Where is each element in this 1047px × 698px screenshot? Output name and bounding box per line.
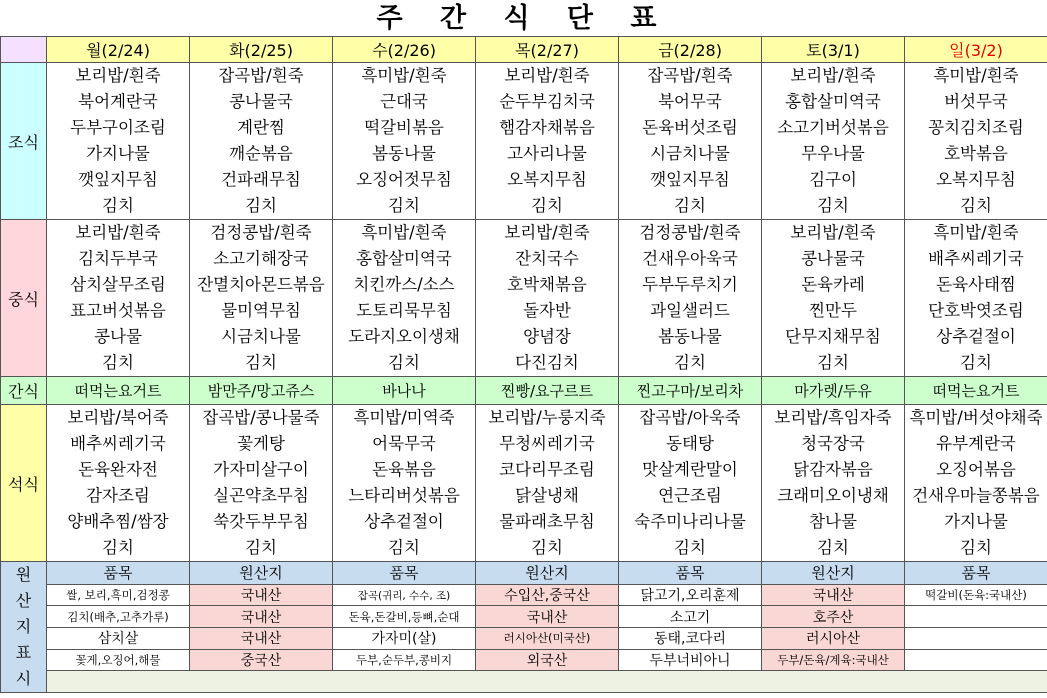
menu-cell [47,405,190,562]
origin-cell: 잡곡(귀리, 수수, 조) [333,584,476,606]
menu-item: 김치 [388,538,420,557]
menu-item: 잔멸치아몬드볶음 [197,275,325,294]
snack-cell: 바나나 [333,377,476,405]
menu-cell [47,220,190,377]
origin-row [1,606,1047,628]
menu-item: 흑미밥/흰죽 [933,223,1019,242]
menu-item: 단호박엿조림 [928,301,1024,320]
menu-item: 청국장국 [801,434,865,453]
day-header: 토(3/1) [762,37,905,63]
snack-label: 간식 [1,377,47,405]
menu-item: 김치 [674,353,706,372]
menu-cell [190,220,333,377]
origin-cell: 수입산,중국산 [476,584,619,606]
lunch-label: 중식 [1,220,47,377]
menu-item: 쑥갓두부무침 [213,512,309,531]
origin-cell: 두부,순두부,콩비지 [333,649,476,671]
day-header: 월(2/24) [47,37,190,63]
origin-label-char: 표 [15,643,32,662]
origin-cell: 떡갈비(돈육:국내산) [905,584,1047,606]
menu-cell [619,220,762,377]
menu-item: 가자미살구이 [213,460,309,479]
day-header: 수(2/26) [333,37,476,63]
menu-item: 오징어볶음 [936,460,1016,479]
menu-item: 깻잎지무침 [650,170,730,189]
origin-cell: 외국산 [476,649,619,671]
menu-item: 보리밥/누룽지죽 [488,408,606,427]
menu-item: 김치 [245,196,277,215]
menu-item: 순두부김치국 [499,92,595,111]
menu-item: 잡곡밥/흰죽 [218,66,304,85]
origin-cell: 국내산 [190,628,333,650]
menu-item: 양배추찜/쌈장 [67,512,169,531]
menu-item: 김치 [245,538,277,557]
origin-cell [905,649,1047,671]
menu-item: 계란찜 [237,118,285,137]
menu-item: 콩나물 [94,327,142,346]
menu-item: 닭살냉채 [515,486,579,505]
menu-item: 동태탕 [666,434,714,453]
menu-item: 홍합살미역국 [785,92,881,111]
origin-cell: 중국산 [190,649,333,671]
menu-cell [333,220,476,377]
menu-item: 코다리무조림 [499,460,595,479]
origin-label-char: 시 [15,669,32,688]
menu-item: 두부구이조림 [70,118,166,137]
menu-item: 무우나물 [801,144,865,163]
origin-header: 원산지 [762,562,905,585]
menu-item: 북어계란국 [78,92,158,111]
menu-item: 홍합살미역국 [356,249,452,268]
menu-item: 크래미오이냉채 [777,486,889,505]
menu-item: 양념장 [523,327,571,346]
menu-item: 과일샐러드 [650,301,730,320]
menu-item: 오복지무침 [507,170,587,189]
origin-header: 품목 [905,562,1047,585]
menu-item: 물파래초무침 [499,512,595,531]
snack-row [1,377,1047,405]
menu-item: 다진김치 [515,353,579,372]
menu-item: 고사리나물 [507,144,587,163]
menu-item: 어묵무국 [372,434,436,453]
origin-header: 품목 [333,562,476,585]
menu-item: 가지나물 [944,512,1008,531]
origin-cell: 쌀, 보리,흑미,검정콩 [47,584,190,606]
menu-cell [762,405,905,562]
menu-item: 배추씨레기국 [928,249,1024,268]
menu-item: 김치 [817,353,849,372]
origin-cell: 호주산 [762,606,905,628]
menu-cell [619,63,762,220]
menu-item: 보리밥/흰죽 [504,66,590,85]
menu-item: 도라지오이생채 [348,327,460,346]
menu-item: 김치 [388,196,420,215]
origin-footer-row [1,671,1047,693]
menu-item: 김치 [817,538,849,557]
origin-cell [905,606,1047,628]
menu-item: 잡곡밥/아욱죽 [639,408,741,427]
menu-cell [333,405,476,562]
origin-cell: 두부/돈육/계육:국내산 [762,649,905,671]
menu-item: 표고버섯볶음 [70,301,166,320]
origin-label-char: 원 [15,565,32,584]
menu-item: 김치 [102,353,134,372]
menu-item: 근대국 [380,92,428,111]
snack-cell: 찐고구마/보리차 [619,377,762,405]
menu-item: 검정콩밥/흰죽 [210,223,312,242]
origin-cell: 러시아산 [762,628,905,650]
menu-cell [905,405,1047,562]
origin-cell: 닭고기,오리훈제 [619,584,762,606]
menu-item: 상추겉절이 [936,327,1016,346]
menu-item: 보리밥/흰죽 [790,223,876,242]
menu-item: 건새우아욱국 [642,249,738,268]
menu-item: 콩나물국 [801,249,865,268]
origin-cell: 국내산 [762,584,905,606]
origin-cell: 김치(배추,고추가루) [47,606,190,628]
origin-cell: 두부너비아니 [619,649,762,671]
menu-cell [190,405,333,562]
menu-item: 배추씨레기국 [70,434,166,453]
day-header: 화(2/25) [190,37,333,63]
day-header: 일(3/2) [905,37,1047,63]
menu-item: 김치 [674,196,706,215]
origin-cell: 소고기 [619,606,762,628]
menu-item: 참나물 [809,512,857,531]
menu-item: 감자조림 [86,486,150,505]
menu-item: 김치 [817,196,849,215]
origin-header: 품목 [619,562,762,585]
menu-item: 보리밥/흰죽 [504,223,590,242]
origin-cell: 돈육,돈갈비,등뼈,순대 [333,606,476,628]
menu-item: 오징어젓무침 [356,170,452,189]
menu-item: 돈육완자전 [78,460,158,479]
menu-item: 보리밥/흰죽 [75,66,161,85]
menu-cell [333,63,476,220]
origin-label-char: 지 [15,617,32,636]
menu-item: 잡곡밥/흰죽 [647,66,733,85]
menu-item: 돈육볶음 [372,460,436,479]
menu-item: 김치 [531,538,563,557]
day-header: 금(2/28) [619,37,762,63]
menu-item: 김치 [102,196,134,215]
menu-item: 느타리버섯볶음 [348,486,460,505]
origin-label [1,562,47,693]
origin-cell: 국내산 [190,606,333,628]
menu-item: 연근조림 [658,486,722,505]
origin-row [1,649,1047,671]
menu-item: 가지나물 [86,144,150,163]
menu-item: 김치 [245,353,277,372]
menu-item: 실곤약초무침 [213,486,309,505]
menu-item: 오복지무침 [936,170,1016,189]
menu-item: 검정콩밥/흰죽 [639,223,741,242]
menu-item: 유부계란국 [936,434,1016,453]
menu-item: 건파래무침 [221,170,301,189]
menu-cell [619,405,762,562]
menu-item: 보리밥/북어죽 [67,408,169,427]
dinner-label: 석식 [1,405,47,562]
origin-header: 원산지 [476,562,619,585]
snack-cell: 떠먹는요거트 [905,377,1047,405]
menu-item: 무청씨레기국 [499,434,595,453]
menu-cell [47,63,190,220]
breakfast-row [1,63,1047,220]
menu-item: 보리밥/흰죽 [75,223,161,242]
menu-item: 시금치나물 [221,327,301,346]
menu-item: 꽁치김치조림 [928,118,1024,137]
menu-item: 돈육버섯조림 [642,118,738,137]
origin-cell: 가자미(살) [333,628,476,650]
menu-cell [476,63,619,220]
origin-footer [47,671,1047,693]
menu-item: 봄동나물 [372,144,436,163]
origin-cell: 국내산 [476,606,619,628]
menu-item: 숙주미나리나물 [634,512,746,531]
menu-item: 소고기버섯볶음 [777,118,889,137]
lunch-row [1,220,1047,377]
menu-item: 돈육카레 [801,275,865,294]
day-header-row [1,37,1047,63]
menu-item: 흑미밥/흰죽 [361,66,447,85]
menu-item: 콩나물국 [229,92,293,111]
menu-item: 봄동나물 [658,327,722,346]
menu-item: 김치 [674,538,706,557]
menu-item: 호박채볶음 [507,275,587,294]
menu-cell [905,63,1047,220]
page-title: 주 간 식 단 표 [376,3,671,34]
menu-item: 잡곡밥/콩나물죽 [202,408,320,427]
origin-cell: 삼치살 [47,628,190,650]
menu-item: 김치 [531,196,563,215]
menu-item: 돌자반 [523,301,571,320]
menu-item: 깻잎지무침 [78,170,158,189]
menu-item: 시금치나물 [650,144,730,163]
origin-header: 품목 [47,562,190,585]
menu-item: 김치 [388,353,420,372]
menu-cell [762,63,905,220]
menu-item: 두부두루치기 [642,275,738,294]
menu-item: 흑미밥/버섯야채죽 [909,408,1043,427]
menu-item: 떡갈비볶음 [364,118,444,137]
origin-cell: 동태,코다리 [619,628,762,650]
corner-cell [1,37,47,63]
menu-item: 호박볶음 [944,144,1008,163]
menu-item: 도토리묵무침 [356,301,452,320]
origin-cell [905,628,1047,650]
menu-item: 잔치국수 [515,249,579,268]
menu-item: 소고기해장국 [213,249,309,268]
menu-item: 깨순볶음 [229,144,293,163]
menu-item: 찐만두 [809,301,857,320]
menu-item: 닭감자볶음 [793,460,873,479]
snack-cell: 찐빵/요구르트 [476,377,619,405]
origin-row [1,628,1047,650]
dinner-row [1,405,1047,562]
menu-item: 흑미밥/흰죽 [361,223,447,242]
menu-item: 햄감자채볶음 [499,118,595,137]
origin-row [1,584,1047,606]
menu-item: 단무지채무침 [785,327,881,346]
menu-item: 맛살계란말이 [642,460,738,479]
origin-cell: 러시아산(미국산) [476,628,619,650]
origin-cell: 국내산 [190,584,333,606]
menu-item: 물미역무침 [221,301,301,320]
menu-item: 꽃게탕 [237,434,285,453]
menu-item: 김치 [960,538,992,557]
menu-item: 김치두부국 [78,249,158,268]
menu-item: 흑미밥/흰죽 [933,66,1019,85]
breakfast-label: 조식 [1,63,47,220]
menu-table [0,36,1047,693]
menu-item: 김치 [102,538,134,557]
origin-cell: 꽃게,오징어,해물 [47,649,190,671]
snack-cell: 떠먹는요거트 [47,377,190,405]
snack-cell: 마가렛/두유 [762,377,905,405]
menu-item: 흑미밥/미역죽 [353,408,455,427]
day-header: 목(2/27) [476,37,619,63]
menu-item: 김치 [960,353,992,372]
menu-item: 돈육사태찜 [936,275,1016,294]
menu-item: 삼치살무조림 [70,275,166,294]
menu-item: 북어무국 [658,92,722,111]
menu-item: 보리밥/흰죽 [790,66,876,85]
menu-cell [190,63,333,220]
origin-header-row [1,562,1047,585]
menu-cell [905,220,1047,377]
menu-cell [476,405,619,562]
menu-cell [476,220,619,377]
origin-header: 원산지 [190,562,333,585]
menu-item: 치킨까스/소스 [353,275,455,294]
snack-cell: 밤만주/망고쥬스 [190,377,333,405]
menu-item: 김구이 [809,170,857,189]
menu-item: 건새우마늘쫑볶음 [912,486,1040,505]
menu-item: 김치 [960,196,992,215]
menu-item: 보리밥/흑임자죽 [774,408,892,427]
menu-item: 상추겉절이 [364,512,444,531]
menu-cell [762,220,905,377]
origin-label-char: 산 [15,591,32,610]
menu-item: 버섯무국 [944,92,1008,111]
